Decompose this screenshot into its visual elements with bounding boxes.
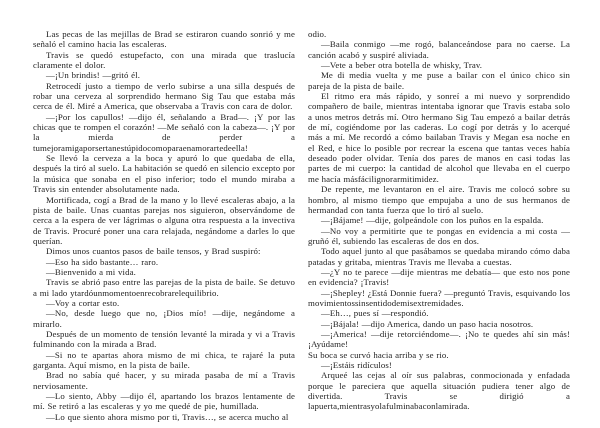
paragraph: Las pecas de las mejillas de Brad se estiraron cuando sonrió y me señaló el camino hacia las escaleras. (33, 29, 295, 50)
paragraph: —Voy a cortar esto. (46, 297, 120, 308)
paragraph: Todo aquel junto al que pasábamos se quedaba mirando cómo daba patadas y gritaba, mientras Travis me llevaba a cuestas. (308, 246, 570, 267)
paragraph: —No voy a permitirte que te pongas en evidencia a mi costa —gruñó él, subiendo las escaleras de dos en dos. (308, 225, 570, 246)
paragraph: Se llevó la cerveza a la boca y apuró lo que quedaba de ella, después la tiró al suelo. La habitación se quedó en silencio excepto por la música que sonaba en el piso inferior; todo el mundo miraba a Travis sin entender absolutamente nada. (33, 153, 295, 195)
paragraph: —Eh…, pues sí —respondió. (321, 308, 429, 319)
paragraph: —Si no te apartas ahora mismo de mi chica, te rajaré la puta garganta. Aquí mismo, en la pista de baile. (33, 349, 295, 370)
paragraph: —¡Bájame! —dije, golpeándole con los puños en la espalda. (321, 215, 544, 226)
paragraph: —¡Shepley! ¿Está Donnie fuera? —preguntó Travis, esquivando los movimientossinsentidodemisextremidades. (308, 287, 571, 308)
paragraph: Retrocedí justo a tiempo de verlo subirse a una silla después de robar una cerveza al sorprendido hermano Sig Tau que estaba más cerca de él. Miré a America, que observaba a Travis con cara de dolor. (33, 80, 295, 112)
paragraph: Después de un momento de tensión levanté la mirada y vi a Travis fulminando con la mirada a Brad. (33, 328, 295, 350)
paragraph: Brad no sabía qué hacer, y su mirada pasaba de mí a Travis nerviosamente. (33, 370, 295, 391)
right-page (308, 29, 571, 412)
paragraph: Me di media vuelta y me puse a bailar con el único chico sin pareja de la pista de baile. (308, 70, 570, 91)
paragraph: Dimos unos cuantos pasos de baile tensos, y Brad suspiró: (46, 246, 261, 257)
left-page (33, 29, 295, 422)
paragraph: —¡Bájala! —dijo America, dando un paso hacia nosotros. (321, 318, 534, 329)
paragraph: De repente, me levantaron en el aire. Travis me colocó sobre su hombro, al mismo tiempo que empujaba a uno de sus hermanos de hermandad con tanta fuerza que lo tiró al suelo. (308, 184, 570, 215)
paragraph: —¡Un brindis! —gritó él. (46, 70, 140, 81)
paragraph: —Lo siento, Abby —dijo él, apartando los brazos lentamente de mí. Se retiró a las escaleras y yo me quedé de pie, humillada. (33, 391, 295, 412)
paragraph: Travis se abrió paso entre las parejas de la pista de baile. Se detuvo a mi lado ytardóunmomentoenrecobrarelequilibrio. (33, 277, 295, 298)
paragraph: Arqueé las cejas al oír sus palabras, conmocionada y enfadada porque le pareciera que aquella situación pudiera tener algo de divertida. Travis se dirigió a lapuerta,mientrasyolafulminabaconlamirada. (308, 370, 570, 412)
paragraph: —Eso ha sido bastante… raro. (46, 256, 159, 267)
paragraph: El ritmo era más rápido, y sonreí a mi nuevo y sorprendido compañero de baile, mientras intentaba ignorar que Travis estaba solo a unos metros detrás mí. Otro hermano Sig Tau empezó a bailar detrás de mí, cogiéndome por las caderas. Lo cogí por detrás y lo acerqué más a mí. Me recordó a cómo bailaban Travis y Megan esa noche en el Red, e hice lo posible por recrear la escena que tantas veces había deseado poder olvidar. Tenía dos pares de manos en casi todas las partes de mi cuerpo: la cantidad de alcohol que llevaba en el cuerpo me hacía másfácilignorarmitimidez. (308, 91, 570, 184)
paragraph: —Baila conmigo —me rogó, balanceándose para no caerse. La canción acabó y suspiré aliviada. (308, 39, 570, 60)
paragraph: —Lo que siento ahora mismo por ti, Travis…, se acerca mucho al (46, 411, 289, 422)
paragraph: —Bienvenido a mi vida. (46, 266, 136, 277)
paragraph: —¡America! —dije retorciéndome—. ¡No te quedes ahí sin más! ¡Ayúdame! (308, 328, 570, 350)
paragraph: —¿Y no te parece —dije mientras me debatía— que esto nos pone en evidencia? ¡Travis! (308, 266, 570, 288)
paragraph: Su boca se curvó hacia arriba y se rio. (308, 349, 449, 360)
paragraph: —¡Por los capullos! —dijo él, señalando a Brad—. ¡Y por las chicas que te rompen el corazón! —Me señaló con la cabeza—. ¡Y por la mierda de perder a tumejoramigaporsertanestúpidocomoparaenamorartedeella! (33, 111, 295, 153)
paragraph: —No, desde luego que no, ¡Dios mío! —dije, negándome a mirarlo. (33, 308, 295, 329)
paragraph: —¡Estáis ridículos! (321, 360, 392, 370)
paragraph: Mortificada, cogí a Brad de la mano y lo llevé escaleras abajo, a la pista de baile. Unas cuantas parejas nos siguieron, observándome de cerca a la espera de ver lágrimas o alguna otra respuesta a la invectiva de Travis. Procuré poner una cara relajada, negándome a darles lo que querían. (33, 194, 295, 246)
paragraph: —Vete a beber otra botella de whisky, Trav. (321, 60, 483, 71)
paragraph: odio. (308, 29, 327, 39)
paragraph: Travis se quedó estupefacto, con una mirada que traslucía claramente el dolor. (33, 49, 295, 71)
